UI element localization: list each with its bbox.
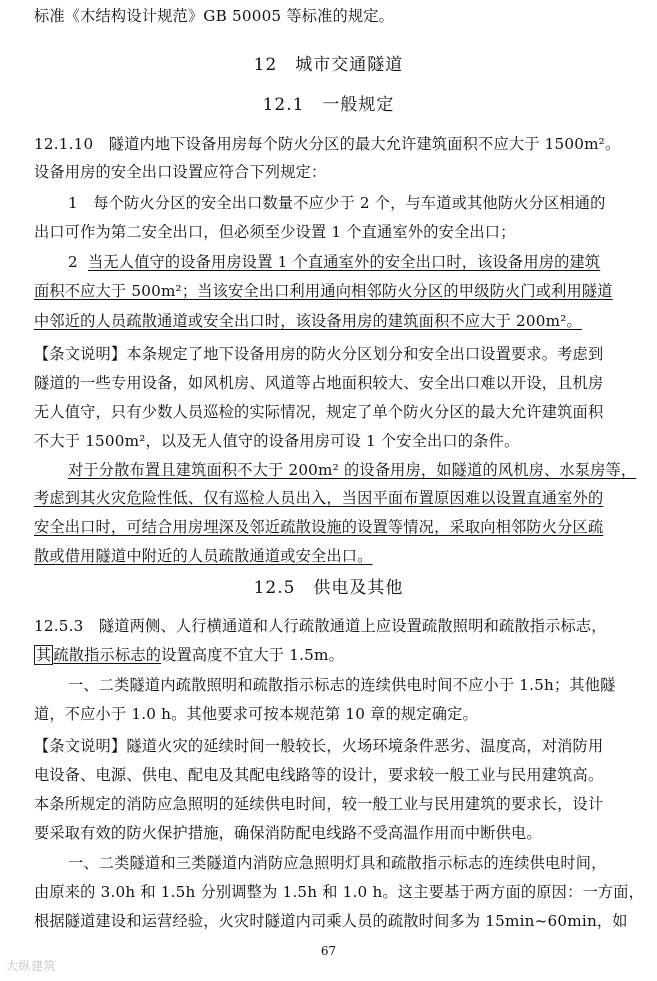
clause-12-1-10: 12.1.10 隧道内地下设备用房每个防火分区的最大允许建筑面积不应大于 1500m²。 [34, 135, 621, 153]
watermark: 大纵建筑 [6, 959, 57, 973]
underlined-text: 当无人值守的设备用房设置 1 个直通室外的安全出口时，该设备用房的建筑 [87, 253, 601, 271]
boxed-text: 其 [36, 646, 52, 664]
text-line: 出口可作为第二安全出口，但必须至少设置 1 个直通室外的安全出口； [34, 223, 516, 241]
text-line: 根据隧道建设和运营经验，火灾时隧道内司乘人员的疏散时间多为 15min~60min，如 [34, 912, 628, 930]
underlined-text: 面积不应大于 500m²；当该安全出口利用通向相邻防火分区的甲级防火门或利用隧道 [34, 282, 613, 300]
text-line: 本条所规定的消防应急照明的延续供电时间，较一般工业与民用建筑的要求长，设计 [34, 795, 604, 813]
text-line: 隧道的一些专用设备，如风机房、风道等占地面积较大、安全出口难以开设，且机房 [34, 374, 604, 392]
text-line: 由原来的 3.0h 和 1.5h 分别调整为 1.5h 和 1.0 h。这主要基于两方面的原因：一方面， [34, 883, 645, 901]
section-heading: 12.1 一般规定 [262, 95, 395, 115]
text-line: 一、二类隧道内疏散照明和疏散指示标志的连续供电时间不应小于 1.5h；其他隧 [68, 676, 616, 694]
list-number: 2 [68, 253, 78, 271]
underlined-text: 散或借用隧道中附近的人员疏散通道或安全出口。 [34, 547, 373, 565]
text-line: 无人值守，只有少数人员巡检的实际情况，规定了单个防火分区的最大允许建筑面积 [34, 403, 604, 421]
text-line: 不大于 1500m²，以及无人值守的设备用房可设 1 个安全出口的条件。 [34, 432, 520, 450]
underlined-text: 疏散指示标志的 [53, 646, 162, 664]
list-item-1: 1 每个防火分区的安全出口数量不应少于 2 个，与车道或其他防火分区相通的 [68, 194, 606, 212]
underlined-text: 中邻近的人员疏散通道或安全出口时，该设备用房的建筑面积不应大于 200m²。 [34, 312, 582, 330]
underlined-text: 对于分散布置且建筑面积不大于 200m² 的设备用房，如隧道的风机房、水泵房等， [68, 461, 637, 479]
explanation-text: 【条文说明】隧道火灾的延续时间一般较长，火场环境条件恶劣、温度高，对消防用 [34, 737, 604, 755]
text-line [34, 645, 629, 665]
text-span: 设置高度不宜大于 1.5m。 [161, 646, 344, 664]
explanation-text: 【条文说明】本条规定了地下设备用房的防火分区划分和安全出口设置要求。考虑到 [34, 345, 604, 363]
text-line: 标准《木结构设计规范》GB 50005 等标准的规定。 [34, 7, 395, 25]
page-number: 67 [320, 944, 337, 958]
clause-12-5-3: 12.5.3 隧道两侧、人行横通道和人行疏散通道上应设置疏散照明和疏散指示标志， [34, 617, 607, 635]
text-line: 要采取有效的防火保护措施，确保消防配电线路不受高温作用而中断供电。 [34, 824, 542, 842]
text-line: 一、二类隧道和三类隧道内消防应急照明灯具和疏散指示标志的连续供电时间， [68, 854, 607, 872]
list-item-2 [68, 252, 629, 272]
section-heading: 12.5 供电及其他 [253, 578, 404, 598]
text-line: 设备用房的安全出口设置应符合下列规定： [34, 163, 327, 181]
text-line: 道，不应小于 1.0 h。其他要求可按本规范第 10 章的规定确定。 [34, 705, 478, 723]
chapter-heading: 12 城市交通隧道 [253, 55, 404, 75]
text-line: 电设备、电源、供电、配电及其配电线路等的设计，要求较一般工业与民用建筑高。 [34, 766, 604, 784]
underlined-text: 安全出口时，可结合用房埋深及邻近疏散设施的设置等情况，采取向相邻防火分区疏 [34, 518, 604, 536]
underlined-text: 考虑到其火灾危险性低、仅有巡检人员出入，当因平面布置原因难以设置直通室外的 [34, 489, 604, 507]
